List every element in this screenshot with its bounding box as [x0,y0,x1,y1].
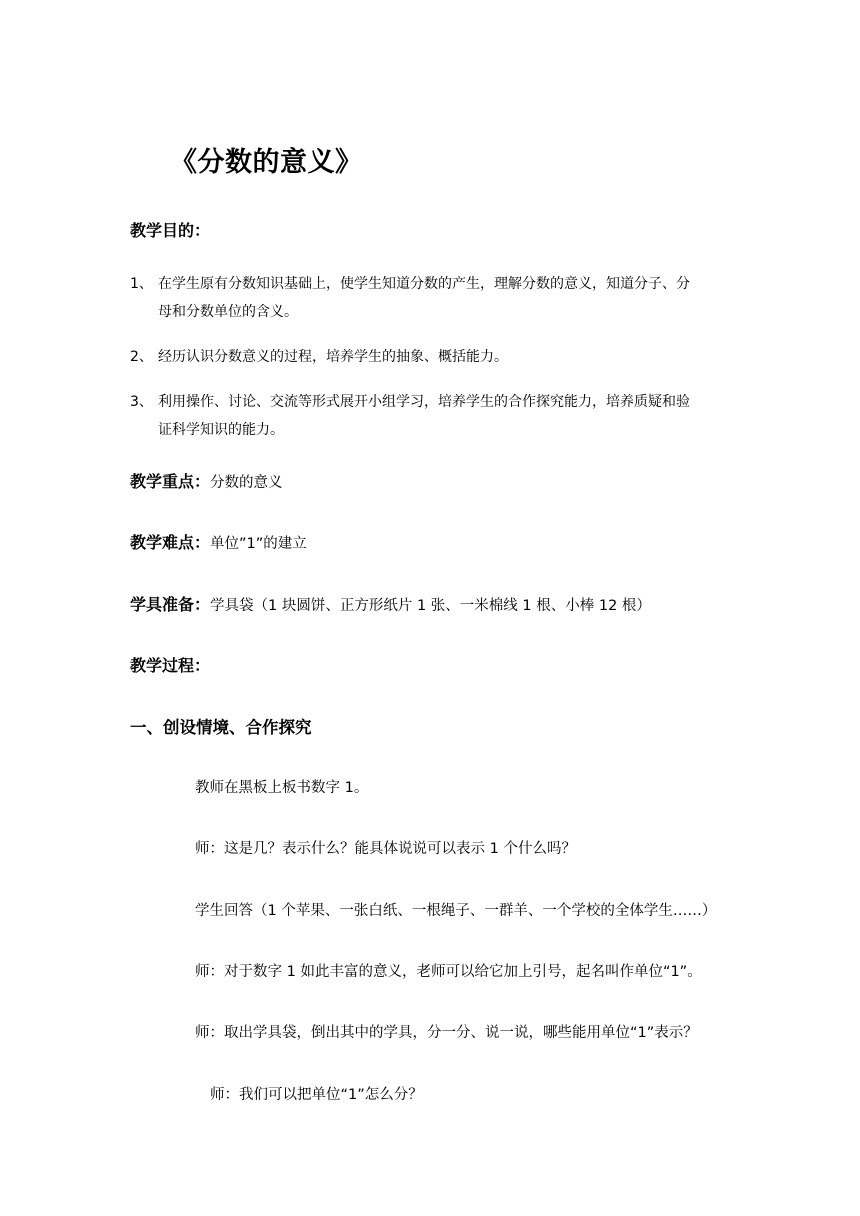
paragraph: 教师在黑板上板书数字 1。 [195,780,369,796]
difficult-point-value: 单位”1”的建立 [210,536,307,552]
materials-value: 学具袋（1 块圆饼、正方形纸片 1 张、一米棉线 1 根、小棒 12 根） [210,598,651,614]
difficult-point [130,530,307,553]
paragraph: 师：取出学具袋，倒出其中的学具，分一分、说一说，哪些能用单位“1”表示？ [195,1025,698,1041]
paragraph: 学生回答（1 个苹果、一张白纸、一根绳子、一群羊、一个学校的全体学生……） [195,903,717,919]
paragraph: 师：对于数字 1 如此丰富的意义，老师可以给它加上引号，起名叫作单位“1”。 [195,964,702,980]
section-heading: 一、创设情境、合作探究 [130,718,312,737]
objective-number: 2、 [130,349,153,365]
paragraph: 师：这是几？表示什么？能具体说说可以表示 1 个什么吗？ [195,841,576,857]
objective-number: 1、 [130,276,153,292]
objective-text: 在学生原有分数知识基础上，使学生知道分数的产生，理解分数的意义，知道分子、分 [158,276,690,292]
key-point-label: 教学重点： [130,472,211,491]
key-point-value: 分数的意义 [210,475,283,491]
objective-number: 3、 [130,394,153,410]
paragraph: 师：我们可以把单位“1”怎么分？ [210,1087,423,1103]
key-point [130,469,283,492]
objective-text-continued: 母和分数单位的含义。 [158,304,298,320]
process-heading: 教学过程： [130,656,211,675]
objective-text-continued: 证科学知识的能力。 [158,422,284,438]
objective-text: 经历认识分数意义的过程，培养学生的抽象、概括能力。 [158,349,508,365]
objectives-heading: 教学目的： [130,221,211,240]
document-title: 《分数的意义》 [170,147,363,178]
difficult-point-label: 教学难点： [130,533,211,552]
materials-label: 学具准备： [130,595,211,614]
materials [130,592,651,615]
objective-text: 利用操作、讨论、交流等形式展开小组学习，培养学生的合作探究能力，培养质疑和验 [158,394,690,410]
